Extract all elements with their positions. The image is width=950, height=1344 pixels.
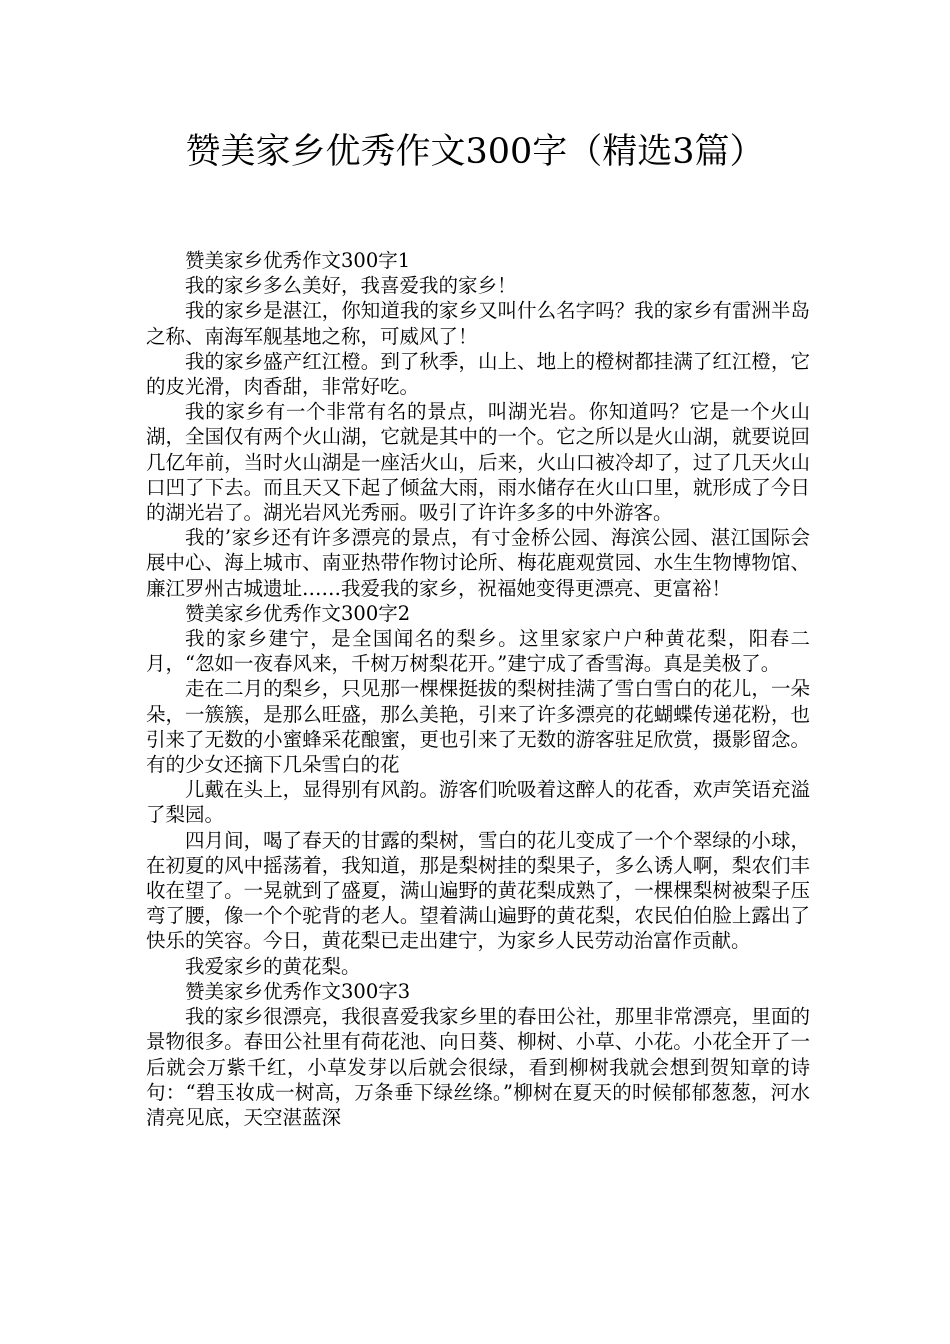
- paragraph: 我的’家乡还有许多漂亮的景点，有寸金桥公园、海滨公园、湛江国际会展中心、海上城市、南亚热带作物讨论所、梅花鹿观赏园、水生生物博物馆、廉江罗州古城遗址……我爱我的家乡，祝福她变得更漂亮、更富裕！: [146, 526, 810, 600]
- paragraph: 我爱家乡的黄花梨。: [185, 954, 361, 978]
- paragraph: 四月间，喝了春天的甘露的梨树，雪白的花儿变成了一个个翠绿的小球，在初夏的风中摇荡着，我知道，那是梨树挂的梨果子，多么诱人啊，梨农们丰收在望了。一晃就到了盛夏，满山遍野的黄花梨成熟了，一棵棵梨树被梨子压弯了腰，像一个个驼背的老人。望着满山遍野的黄花梨，农民伯伯脸上露出了快乐的笑容。今日，黄花梨已走出建宁，为家乡人民劳动治富作贡献。: [146, 828, 810, 953]
- essay-heading: 赞美家乡优秀作文300字1: [185, 249, 411, 272]
- paragraph: 我的家乡有一个非常有名的景点，叫湖光岩。你知道吗？它是一个火山湖，全国仅有两个火山湖，它就是其中的一个。它之所以是火山湖，就要说回几亿年前，当时火山湖是一座活火山，后来，火山口被冷却了，过了几天火山口凹了下去。而且天又下起了倾盆大雨，雨水储存在火山口里，就形成了今日的湖光岩了。湖光岩风光秀丽。吸引了许许多多的中外游客。: [146, 400, 810, 525]
- paragraph: 我的家乡建宁，是全国闻名的梨乡。这里家家户户种黄花梨，阳春二月，“忽如一夜春风来，千树万树梨花开。”建宁成了香雪海。真是美极了。: [146, 627, 810, 676]
- paragraph: 我的家乡很漂亮，我很喜爱我家乡里的春田公社，那里非常漂亮，里面的景物很多。春田公社里有荷花池、向日葵、柳树、小草、小花。小花全开了一后就会万紫千红，小草发芽以后就会很绿，看到柳树我就会想到贺知章的诗句：“碧玉妆成一树高，万条垂下绿丝绦。”柳树在夏天的时候郁郁葱葱，河水清亮见底，天空湛蓝深: [146, 1005, 810, 1129]
- paragraph: 我的家乡多么美好，我喜爱我的家乡！: [185, 274, 517, 298]
- paragraph: 走在二月的梨乡，只见那一棵棵挺拔的梨树挂满了雪白雪白的花儿，一朵朵，一簇簇，是那么旺盛，那么美艳，引来了许多漂亮的花蝴蝶传递花粉，也引来了无数的小蜜蜂采花酿蜜，更也引来了无数的游客驻足欣赏，摄影留念。有的少女还摘下几朵雪白的花: [146, 677, 810, 777]
- paragraph: 我的家乡是湛江，你知道我的家乡又叫什么名字吗？我的家乡有雷洲半岛之称、南海军舰基地之称，可威风了！: [146, 299, 810, 348]
- paragraph: 儿戴在头上，显得别有风韵。游客们吮吸着这醉人的花香，欢声笑语充溢了梨园。: [146, 778, 810, 827]
- document-body: [146, 248, 810, 1130]
- document-title: 赞美家乡优秀作文300字（精选3篇）: [185, 132, 765, 172]
- essay-heading: 赞美家乡优秀作文300字3: [185, 979, 411, 1003]
- paragraph: 我的家乡盛产红江橙。到了秋季，山上、地上的橙树都挂满了红江橙，它的皮光滑，肉香甜，非常好吃。: [146, 349, 810, 399]
- essay-heading: 赞美家乡优秀作文300字2: [185, 601, 411, 625]
